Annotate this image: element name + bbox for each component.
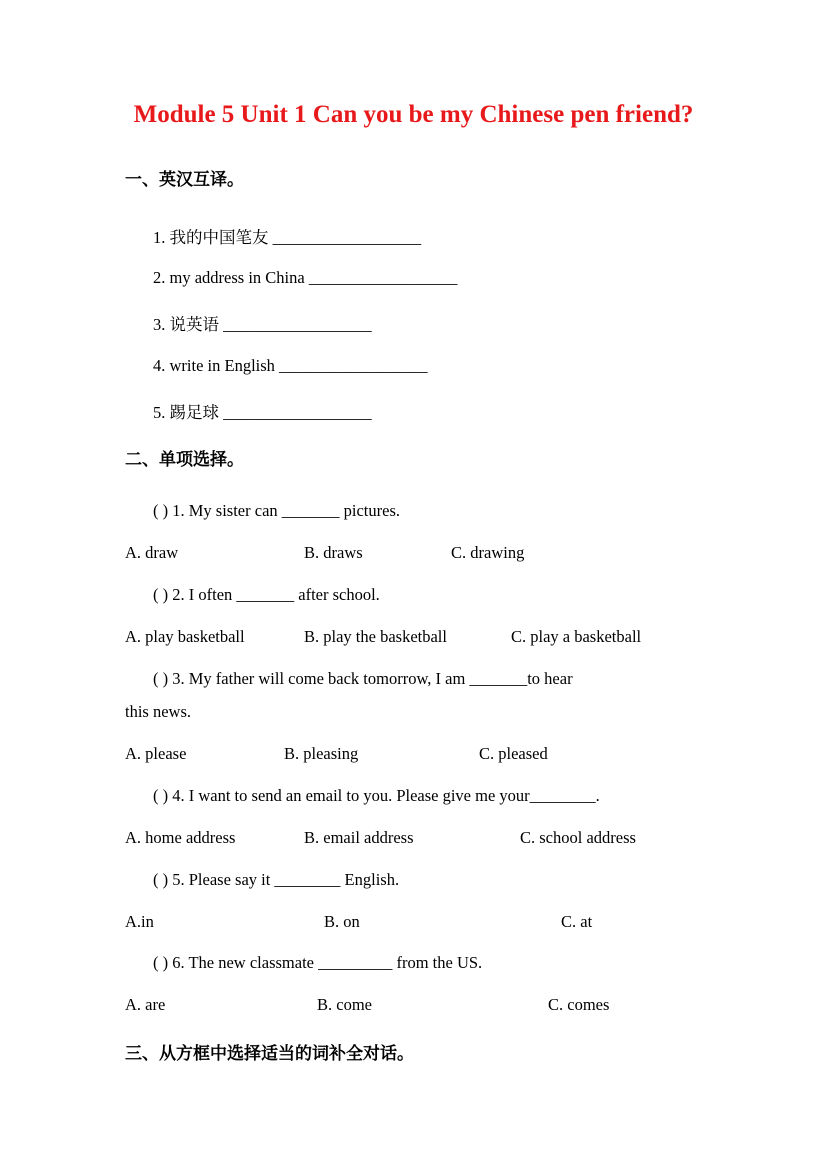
translate-item-5: 5. 踢足球 __________________ xyxy=(153,403,372,422)
question-6-stem: ( ) 6. The new classmate _________ from the US. xyxy=(153,953,483,972)
page-title: Module 5 Unit 1 Can you be my Chinese pen friend? xyxy=(133,101,694,128)
question-5-option-a: A.in xyxy=(125,912,154,931)
question-6-option-c: C. comes xyxy=(548,995,610,1014)
question-5-stem: ( ) 5. Please say it ________ English. xyxy=(153,870,400,889)
question-6-option-a: A. are xyxy=(125,995,166,1014)
question-2-option-a: A. play basketball xyxy=(125,627,245,646)
question-5-option-c: C. at xyxy=(561,912,593,931)
question-4-option-b: B. email address xyxy=(304,828,414,847)
question-4-option-a: A. home address xyxy=(125,828,236,847)
question-6-option-b: B. come xyxy=(317,995,372,1014)
question-2-option-b: B. play the basketball xyxy=(304,627,447,646)
question-1-stem: ( ) 1. My sister can _______ pictures. xyxy=(153,501,400,520)
question-1-option-b: B. draws xyxy=(304,543,363,562)
translate-item-1: 1. 我的中国笔友 __________________ xyxy=(153,228,422,247)
translate-item-4: 4. write in English __________________ xyxy=(153,356,428,375)
question-2-stem: ( ) 2. I often _______ after school. xyxy=(153,585,380,604)
section-1-heading: 一、英汉互译。 xyxy=(125,170,244,189)
section-3-heading: 三、从方框中选择适当的词补全对话。 xyxy=(125,1044,414,1063)
question-3-stem-continued: this news. xyxy=(125,702,191,721)
question-4-stem: ( ) 4. I want to send an email to you. Please give me your________. xyxy=(153,786,600,805)
question-1-option-c: C. drawing xyxy=(451,543,525,562)
translate-item-2: 2. my address in China __________________ xyxy=(153,268,458,287)
question-5-option-b: B. on xyxy=(324,912,360,931)
question-3-option-a: A. please xyxy=(125,744,187,763)
translate-item-3: 3. 说英语 __________________ xyxy=(153,315,372,334)
question-3-stem: ( ) 3. My father will come back tomorrow, I am _______to hear xyxy=(153,669,573,688)
question-2-option-c: C. play a basketball xyxy=(511,627,642,646)
question-1-option-a: A. draw xyxy=(125,543,179,562)
question-4-option-c: C. school address xyxy=(520,828,636,847)
section-2-heading: 二、单项选择。 xyxy=(125,450,244,469)
question-3-option-c: C. pleased xyxy=(479,744,548,763)
question-3-option-b: B. pleasing xyxy=(284,744,359,763)
